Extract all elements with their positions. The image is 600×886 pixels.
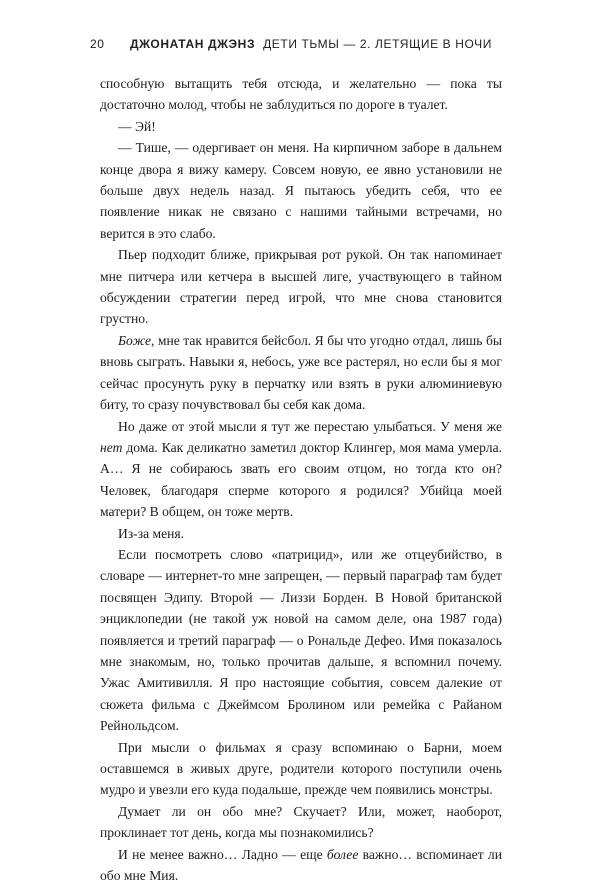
paragraph: Пьер подходит ближе, прикрывая рот рукой. Он так напоминает мне питчера или кетчера в высшей лиге, участвующего в тайном обсуждении стратегии перед игрой, что мне снова становится грустно. [100, 247, 502, 327]
running-header-author: ДЖОНАТАН ДЖЭНЗ [130, 37, 256, 51]
paragraph: способную вытащить тебя отсюда, и желательно — пока ты достаточно молод, чтобы не заблудиться по дороге в туалет. [100, 76, 502, 113]
running-header [90, 37, 510, 53]
paragraph: Думает ли он обо мне? Скучает? Или, может, наоборот, проклинает тот день, когда мы познакомились? [100, 803, 502, 841]
paragraph: Из-за меня. [118, 525, 185, 541]
paragraph [100, 330, 502, 416]
page-number: 20 [90, 37, 105, 51]
paragraph-text: Но даже от этой мысли я тут же перестаю улыбаться. У меня же [118, 418, 502, 434]
paragraph: При мысли о фильмах я сразу вспоминаю о Барни, моем оставшемся в живых друге, родители которого поступили очень мудро и увезли его куда подальше, прежде чем появились монстры. [100, 739, 502, 798]
body-text [100, 73, 502, 886]
paragraph [100, 416, 502, 523]
paragraph-text: важно… вспоминает ли обо мне Мия. [100, 846, 502, 884]
paragraph: Если посмотреть слово «патрицид», или же отцеубийство, в словаре — интернет-то мне запрещен, — первый параграф там будет посвящен Эдипу. Второй — Лиззи Борден. В Новой британской энциклопедии (не такой уж новой на самом деле, она 1987 года) появляется и третий параграф — о Рональде Дефео. Имя показалось мне знакомым, но, только прочитав дальше, я вспомнил почему. Ужас Амитивилля. Я про настоящие события, совсем далекие от сюжета фильма с Джеймсом Бролином или ремейка с Райаном Рейнольдсом. [100, 546, 502, 734]
running-header-title: ДЕТИ ТЬМЫ — 2. ЛЕТЯЩИЕ В НОЧИ [263, 37, 492, 51]
paragraph [100, 844, 502, 886]
emphasis: более [326, 846, 359, 862]
paragraph: — Тише, — одергивает он меня. На кирпичном заборе в дальнем конце двора я вижу камеру. Совсем новую, ее явно установили не больше двух недель назад. Я пытаюсь убедить себя, что ее появление никак не связано с нашими тайными встречами, но верится в это слабо. [100, 140, 502, 241]
paragraph-text: И не менее важно… Ладно — еще [118, 846, 327, 862]
emphasis: Боже [118, 332, 151, 348]
emphasis: нет [100, 439, 123, 455]
paragraph-text: , мне так нравится бейсбол. Я бы что угодно отдал, лишь бы вновь сыграть. Навыки я, небось, уже все растерял, но если бы я мог сейчас просунуть руку в перчатку или взять в руки алюминиевую биту, то сразу почувствовал бы себя как дома. [100, 332, 502, 413]
paragraph: — Эй! [118, 118, 156, 134]
paragraph-text: дома. Как деликатно заметил доктор Клингер, моя мама умерла. А… Я не собираюсь звать его своим отцом, но тогда кто он? Человек, благодаря сперме которого я родился? Убийца моей матери? В общем, он тоже мертв. [100, 439, 502, 520]
